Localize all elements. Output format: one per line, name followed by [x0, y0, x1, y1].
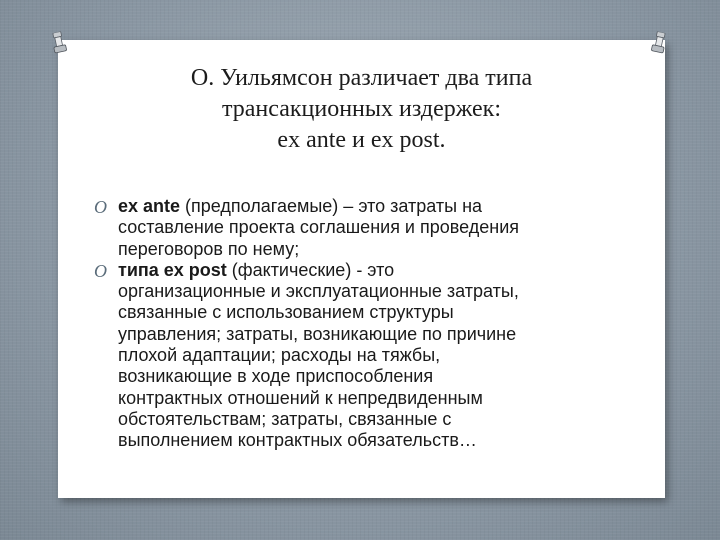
bullet-line: управления; затраты, возникающие по причине — [118, 323, 517, 344]
bullet-marker-icon: O — [94, 260, 107, 281]
bullet-list — [94, 196, 624, 452]
bullet-line: возникающие в ходе приспособления — [118, 366, 434, 387]
bullet-line: типа ex post (фактические) - это — [118, 259, 395, 280]
bullet-line: выполнением контрактных обязательств… — [118, 430, 477, 451]
bullet-line: ex ante (предполагаемые) – это затраты на — [118, 196, 483, 216]
title-line: трансакционных издержек: — [221, 96, 502, 122]
pushpin-icon — [50, 31, 68, 55]
slide-title — [58, 63, 665, 156]
title-line: ex ante и ex post. — [277, 127, 446, 153]
bullet-term: типа ex post — [118, 259, 227, 280]
bullet-item-ex-ante — [94, 196, 624, 260]
bullet-term: ex ante — [118, 196, 181, 216]
bullet-line: обстоятельствам; затраты, связанные с — [118, 408, 452, 429]
bullet-line: организационные и эксплуатационные затраты, — [118, 281, 519, 302]
bullet-line: контрактных отношений к непредвиденным — [118, 387, 483, 408]
bullet-item-ex-post — [94, 260, 624, 452]
title-line: О. Уильямсон различает два типа — [190, 65, 533, 91]
bullet-line: составление проекта соглашения и проведения — [118, 217, 519, 238]
pushpin-icon — [650, 31, 668, 55]
bullet-marker-icon: O — [94, 197, 107, 217]
bullet-line: плохой адаптации; расходы на тяжбы, — [118, 345, 441, 366]
bullet-line: переговоров по нему; — [118, 238, 300, 259]
bullet-line: связанные с использованием структуры — [118, 302, 454, 323]
